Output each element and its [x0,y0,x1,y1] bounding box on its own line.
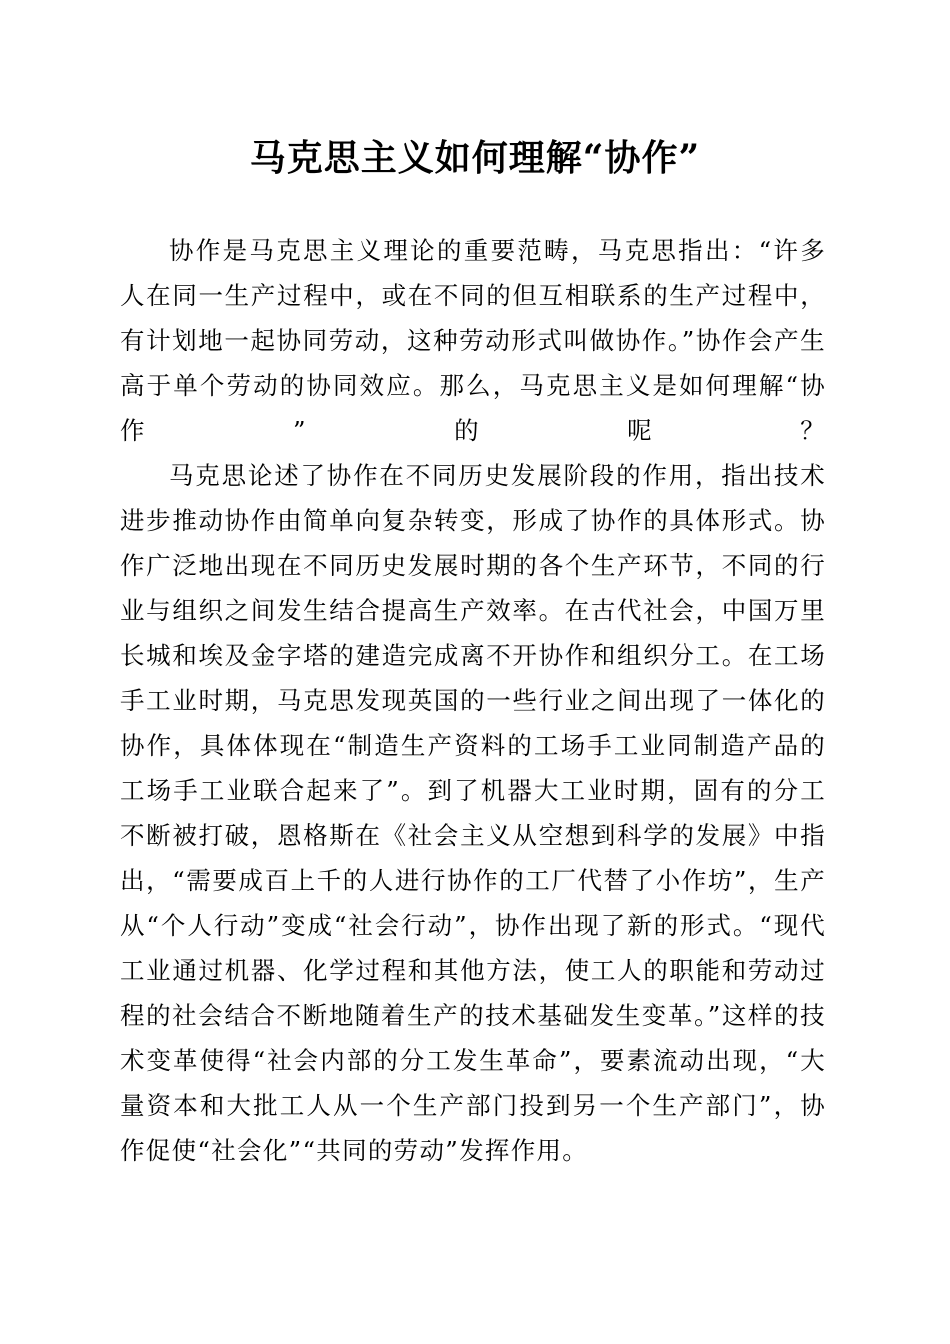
document-body [120,228,826,1173]
document-title: 马克思主义如何理解“协作” [249,137,701,179]
paragraph-1: 协作是马克思主义理论的重要范畴，马克思指出：“许多人在同一生产过程中，或在不同的但互相联系的生产过程中，有计划地一起协同劳动，这种劳动形式叫做协作。”协作会产生高于单个劳动的协同效应。那么，马克思主义是如何理解“协作”的呢？ [120,236,826,445]
paragraph-2: 马克思论述了协作在不同历史发展阶段的作用，指出技术进步推动协作由简单向复杂转变，形成了协作的具体形式。协作广泛地出现在不同历史发展时期的各个生产环节，不同的行业与组织之间发生结合提高生产效率。在古代社会，中国万里长城和埃及金字塔的建造完成离不开协作和组织分工。在工场手工业时期，马克思发现英国的一些行业之间出现了一体化的协作，具体体现在“制造生产资料的工场手工业同制造产品的工场手工业联合起来了”。到了机器大工业时期，固有的分工不断被打破，恩格斯在《社会主义从空想到科学的发展》中指出，“需要成百上千的人进行协作的工厂代替了小作坊”，生产从“个人行动”变成“社会行动”，协作出现了新的形式。“现代工业通过机器、化学过程和其他方法，使工人的职能和劳动过程的社会结合不断地随着生产的技术基础发生变革。”这样的技术变革使得“社会内部的分工发生革命”，要素流动出现，“大量资本和大批工人从一个生产部门投到另一个生产部门”，协作促使“社会化”“共同的劳动”发挥作用。 [120,461,826,1165]
